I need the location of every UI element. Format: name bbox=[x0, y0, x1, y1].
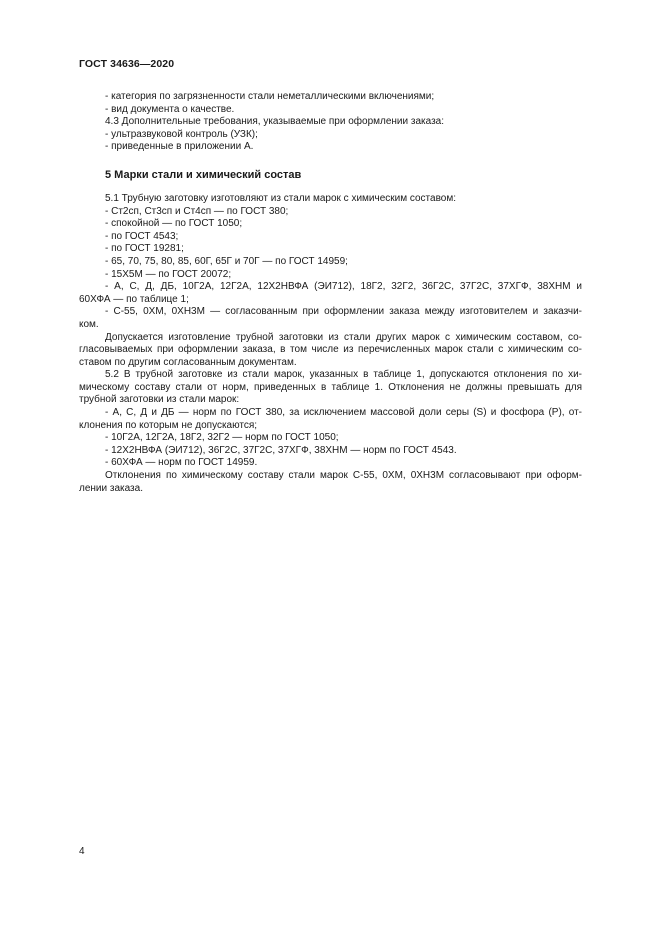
clause-5-2: 5.2 В трубной заготовке из стали марок, указанных в таблице 1, допускаются отклонения по хи- bbox=[105, 369, 582, 381]
paragraph-line: трубной заготовки из стали марок: bbox=[79, 394, 240, 406]
list-item: - 60ХФА — норм по ГОСТ 14959. bbox=[105, 457, 258, 469]
text-line: - вид документа о качестве. bbox=[105, 103, 235, 115]
list-item: - А, С, Д, ДБ, 10Г2А, 12Г2А, 12Х2НВФА (ЭИ712), 18Г2, 32Г2, 36Г2С, 37Г2С, 37ХГФ, 38ХНМ и bbox=[105, 281, 582, 293]
text-line: - приведенные в приложении А. bbox=[105, 141, 254, 153]
list-item: - Ст2сп, Ст3сп и Ст4сп — по ГОСТ 380; bbox=[105, 205, 289, 217]
text-line: - категория по загрязненности стали неметаллическими включениями; bbox=[105, 91, 435, 102]
clause-5-1: 5.1 Трубную заготовку изготовляют из стали марок с химическим составом: bbox=[105, 192, 457, 204]
clause-4-3: 4.3 Дополнительные требования, указываемые при оформлении заказа: bbox=[105, 116, 444, 128]
paragraph-line: гласовываемых при оформлении заказа, в том числе из перечисленных марок стали с химическим со- bbox=[79, 344, 582, 356]
list-item-continuation: клонения по которым не допускаются; bbox=[79, 419, 258, 431]
paragraph-line: Отклонения по химическому составу стали марок С-55, 0ХМ, 0ХН3М согласовывают при оформ- bbox=[105, 470, 582, 482]
text-line: - ультразвуковой контроль (УЗК); bbox=[105, 128, 258, 140]
section-5-title: 5 Марки стали и химический состав bbox=[105, 168, 302, 181]
list-item: - спокойной — по ГОСТ 1050; bbox=[105, 218, 243, 230]
list-item: - 15Х5М — по ГОСТ 20072; bbox=[105, 268, 232, 280]
list-item: - 12Х2НВФА (ЭИ712), 36Г2С, 37Г2С, 37ХГФ, 38ХНМ — норм по ГОСТ 4543. bbox=[105, 444, 457, 456]
list-item: - А, С, Д и ДБ — норм по ГОСТ 380, за исключением массовой доли серы (S) и фосфора (Р), от- bbox=[105, 407, 582, 419]
list-item-continuation: 60ХФА — по таблице 1; bbox=[79, 293, 189, 305]
page-number: 4 bbox=[79, 846, 85, 857]
document-body bbox=[79, 91, 582, 495]
document-header: ГОСТ 34636—2020 bbox=[79, 58, 175, 70]
list-item-continuation: ком. bbox=[79, 318, 99, 330]
paragraph-line: лении заказа. bbox=[79, 482, 143, 494]
paragraph-line: Допускается изготовление трубной заготовки из стали других марок с химическим составом, со- bbox=[105, 331, 582, 343]
list-item: - 10Г2А, 12Г2А, 18Г2, 32Г2 — норм по ГОСТ 1050; bbox=[105, 432, 339, 444]
paragraph-line: мическому составу стали от норм, приведенных в таблице 1. Отклонения не должны превышать для bbox=[79, 381, 582, 393]
list-item: - по ГОСТ 19281; bbox=[105, 243, 184, 255]
list-item: - С-55, 0ХМ, 0ХН3М — согласованным при оформлении заказа между изготовителем и заказчи- bbox=[105, 306, 582, 318]
list-item: - 65, 70, 75, 80, 85, 60Г, 65Г и 70Г — по ГОСТ 14959; bbox=[105, 255, 348, 267]
list-item: - по ГОСТ 4543; bbox=[105, 230, 179, 242]
paragraph-line: ставом по другим согласованным документам. bbox=[79, 356, 297, 368]
